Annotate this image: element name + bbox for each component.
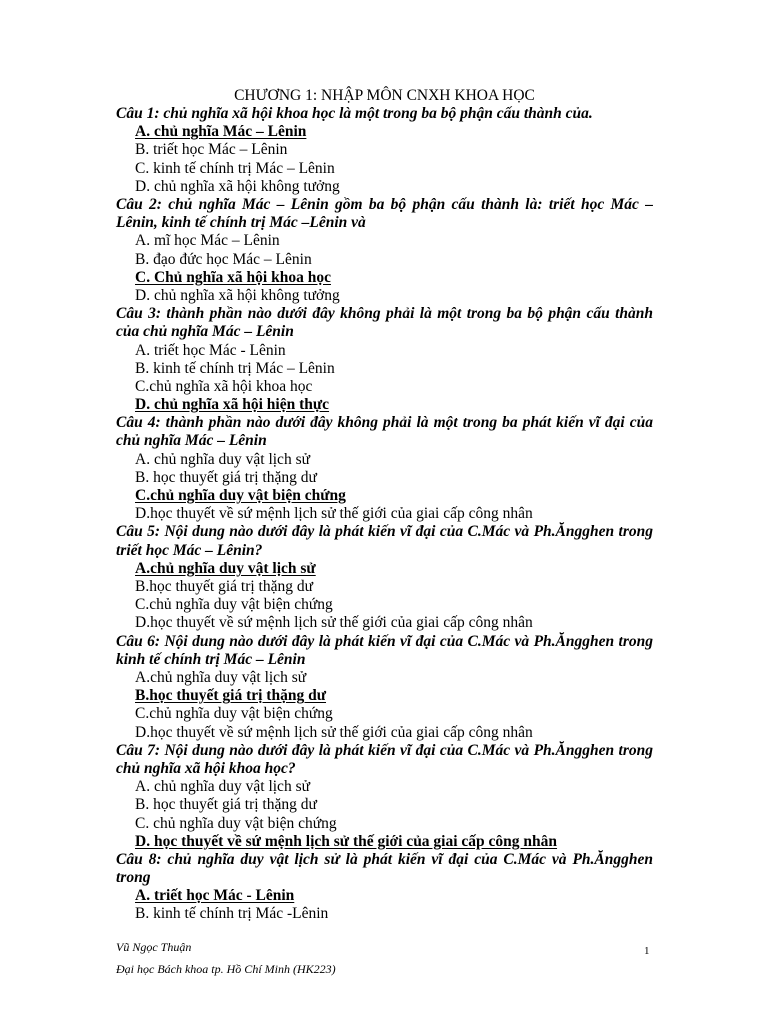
- option-label: C.chủ nghĩa xã hội khoa học: [135, 377, 313, 395]
- question-block: [116, 305, 653, 414]
- question-block: [116, 633, 653, 742]
- question-block: [116, 523, 653, 632]
- answer-option-correct: [116, 487, 653, 505]
- option-label: D.học thuyết về sứ mệnh lịch sử thế giới của giai cấp công nhân: [135, 723, 533, 741]
- option-label: A. chủ nghĩa duy vật lịch sử: [135, 450, 310, 468]
- answer-option: [116, 451, 653, 469]
- option-label: C. kinh tế chính trị Mác – Lênin: [135, 159, 335, 177]
- document-content: [116, 87, 653, 924]
- question-text: Câu 5: Nội dung nào dưới đây là phát kiến vĩ đại của C.Mác và Ph.Ăngghen trong triết học Mác – Lênin?: [116, 523, 653, 559]
- question-text: Câu 3: thành phần nào dưới đây không phải là một trong ba bộ phận cấu thành của chủ nghĩa Mác – Lênin: [116, 305, 653, 341]
- option-list: [116, 232, 653, 305]
- answer-option: [116, 178, 653, 196]
- answer-option: [116, 796, 653, 814]
- answer-option: [116, 778, 653, 796]
- question-block: [116, 851, 653, 924]
- answer-option: [116, 360, 653, 378]
- option-label: C.chủ nghĩa duy vật biện chứng: [135, 487, 346, 505]
- option-label: B.học thuyết giá trị thặng dư: [135, 578, 314, 596]
- answer-option: [116, 232, 653, 250]
- option-label: B. học thuyết giá trị thặng dư: [135, 796, 317, 814]
- option-label: D. chủ nghĩa xã hội không tưởng: [135, 177, 340, 195]
- option-label: D. chủ nghĩa xã hội hiện thực: [135, 396, 330, 414]
- option-label: B. kinh tế chính trị Mác – Lênin: [135, 359, 335, 377]
- option-label: D. học thuyết về sứ mệnh lịch sử thế giới của giai cấp công nhân: [135, 832, 558, 850]
- question-block: [116, 414, 653, 523]
- option-list: [116, 123, 653, 196]
- answer-option: [116, 905, 653, 923]
- answer-option: [116, 287, 653, 305]
- question-list: [116, 105, 653, 924]
- answer-option-correct: [116, 123, 653, 141]
- answer-option: [116, 815, 653, 833]
- option-label: D. chủ nghĩa xã hội không tưởng: [135, 286, 340, 304]
- option-label: D.học thuyết về sứ mệnh lịch sử thế giới của giai cấp công nhân: [135, 505, 533, 523]
- answer-option: [116, 596, 653, 614]
- option-label: A.chủ nghĩa duy vật lịch sử: [135, 668, 307, 686]
- answer-option-correct: [116, 833, 653, 851]
- answer-option: [116, 578, 653, 596]
- answer-option: [116, 669, 653, 687]
- answer-option: [116, 469, 653, 487]
- option-label: A. chủ nghĩa Mác – Lênin: [135, 123, 307, 141]
- answer-option: [116, 251, 653, 269]
- option-label: C. Chủ nghĩa xã hội khoa học: [135, 268, 331, 286]
- question-block: [116, 742, 653, 851]
- option-label: A.chủ nghĩa duy vật lịch sử: [135, 559, 316, 577]
- answer-option: [116, 614, 653, 632]
- option-list: [116, 887, 653, 923]
- question-text: Câu 4: thành phần nào dưới đây không phải là một trong ba phát kiến vĩ đại của chủ nghĩa Mác – Lênin: [116, 414, 653, 450]
- option-label: D.học thuyết về sứ mệnh lịch sử thế giới của giai cấp công nhân: [135, 614, 533, 632]
- option-list: [116, 342, 653, 415]
- option-label: C.chủ nghĩa duy vật biện chứng: [135, 596, 333, 614]
- answer-option-correct: [116, 269, 653, 287]
- option-label: A. triết học Mác - Lênin: [135, 341, 286, 359]
- page-number: 1: [644, 945, 650, 957]
- option-label: A. mĩ học Mác – Lênin: [135, 232, 280, 250]
- chapter-title: CHƯƠNG 1: NHẬP MÔN CNXH KHOA HỌC: [234, 87, 535, 104]
- footer-author: Vũ Ngọc Thuận: [116, 940, 192, 954]
- answer-option-correct: [116, 887, 653, 905]
- answer-option: [116, 505, 653, 523]
- option-list: [116, 560, 653, 633]
- question-text: Câu 6: Nội dung nào dưới đây là phát kiến vĩ đại của C.Mác và Ph.Ăngghen trong kinh tế chính trị Mác – Lênin: [116, 632, 653, 668]
- option-label: B.học thuyết giá trị thặng dư: [135, 687, 327, 705]
- option-list: [116, 778, 653, 851]
- answer-option: [116, 342, 653, 360]
- option-list: [116, 669, 653, 742]
- question-text: Câu 8: chủ nghĩa duy vật lịch sử là phát kiến vĩ đại của C.Mác và Ph.Ăngghen trong: [116, 850, 653, 887]
- answer-option: [116, 141, 653, 159]
- option-label: B. triết học Mác – Lênin: [135, 141, 288, 159]
- option-label: B. học thuyết giá trị thặng dư: [135, 468, 317, 486]
- answer-option-correct: [116, 396, 653, 414]
- answer-option: [116, 378, 653, 396]
- question-text: Câu 1: chủ nghĩa xã hội khoa học là một trong ba bộ phận cấu thành của.: [116, 105, 593, 122]
- option-list: [116, 451, 653, 524]
- question-block: [116, 105, 653, 196]
- question-block: [116, 196, 653, 305]
- option-label: B. kinh tế chính trị Mác -Lênin: [135, 905, 329, 923]
- option-label: A. chủ nghĩa duy vật lịch sử: [135, 778, 310, 796]
- question-text: Câu 7: Nội dung nào dưới đây là phát kiến vĩ đại của C.Mác và Ph.Ăngghen trong chủ nghĩa xã hội khoa học?: [116, 741, 653, 777]
- question-text: Câu 2: chủ nghĩa Mác – Lênin gồm ba bộ phận cấu thành là: triết học Mác – Lênin, kinh tế chính trị Mác –Lênin và: [116, 195, 653, 232]
- answer-option: [116, 705, 653, 723]
- option-label: C. chủ nghĩa duy vật biện chứng: [135, 814, 337, 832]
- footer-school: Đại học Bách khoa tp. Hồ Chí Minh (HK223): [116, 962, 336, 976]
- answer-option-correct: [116, 687, 653, 705]
- answer-option-correct: [116, 560, 653, 578]
- answer-option: [116, 724, 653, 742]
- option-label: C.chủ nghĩa duy vật biện chứng: [135, 705, 333, 723]
- option-label: B. đạo đức học Mác – Lênin: [135, 250, 312, 268]
- answer-option: [116, 160, 653, 178]
- option-label: A. triết học Mác - Lênin: [135, 887, 295, 905]
